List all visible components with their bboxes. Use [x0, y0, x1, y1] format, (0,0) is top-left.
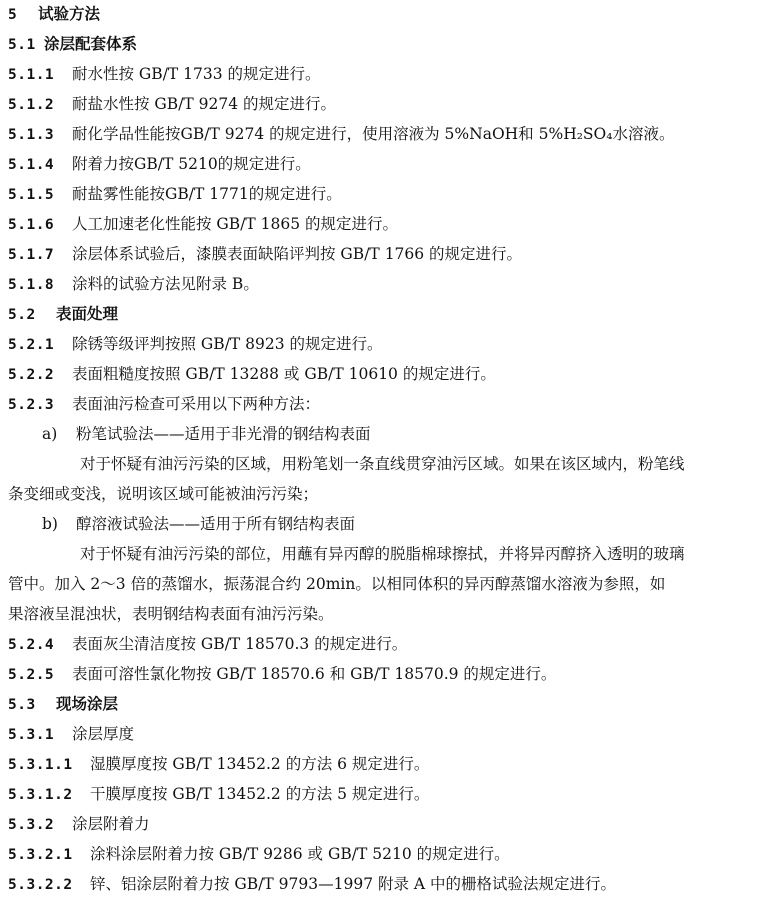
clause-5-1-3: [8, 122, 768, 146]
clause-number: 5.3.1.2: [8, 787, 73, 803]
list-item-b: [42, 512, 768, 536]
clause-number: 5.1.2: [8, 97, 55, 113]
clause-text: 锌、铝涂层附着力按 GB/T 9793—1997 附录 A 中的栅格试验法规定进行。: [90, 875, 617, 893]
section-title: 试验方法: [38, 4, 101, 23]
clause-5-1-1: [8, 62, 768, 86]
clause-text: 涂料涂层附着力按 GB/T 9286 或 GB/T 5210 的规定进行。: [90, 845, 510, 863]
clause-5-1-8: [8, 272, 768, 296]
list-marker: b): [42, 515, 58, 533]
clause-5-3-2-1: [8, 842, 768, 866]
clause-5-2-5: [8, 662, 768, 686]
clause-5-3-1-2: [8, 782, 768, 806]
list-item-a-paragraph: [80, 452, 768, 476]
clause-number: 5.2.1: [8, 337, 55, 353]
clause-number: 5.3.1.1: [8, 757, 73, 773]
clause-number: 5.1.1: [8, 67, 55, 83]
list-item-b-paragraph: [80, 542, 768, 566]
clause-text: 耐水性按 GB/T 1733 的规定进行。: [72, 65, 321, 83]
clause-5-2-1: [8, 332, 768, 356]
clause-text: 涂料的试验方法见附录 B。: [72, 275, 259, 293]
list-marker: a): [42, 425, 58, 443]
clause-text: 附着力按GB/T 5210的规定进行。: [72, 155, 311, 173]
list-item-title: 粉笔试验法——适用于非光滑的钢结构表面: [76, 425, 371, 443]
clause-number: 5.1.5: [8, 187, 55, 203]
clause-number: 5.2.4: [8, 637, 55, 653]
clause-5-2-3: [8, 392, 768, 416]
clause-number: 5.1.6: [8, 217, 55, 233]
list-item-b-paragraph-cont: [8, 572, 768, 596]
clause-5-3-2: [8, 812, 768, 836]
section-5-1-heading: [8, 32, 768, 56]
clause-number: 5.1.8: [8, 277, 55, 293]
clause-number: 5.3.1: [8, 727, 55, 743]
clause-text: 涂层体系试验后，漆膜表面缺陷评判按 GB/T 1766 的规定进行。: [72, 245, 523, 263]
clause-5-1-2: [8, 92, 768, 116]
section-5-3-heading: [8, 692, 768, 716]
clause-text: 湿膜厚度按 GB/T 13452.2 的方法 6 规定进行。: [90, 755, 430, 773]
clause-text: 涂层附着力: [72, 815, 150, 833]
clause-5-1-6: [8, 212, 768, 236]
paragraph-text: 对于怀疑有油污污染的区域，用粉笔划一条直线贯穿油污区域。如果在该区域内，粉笔线: [80, 455, 685, 473]
clause-5-2-2: [8, 362, 768, 386]
clause-text: 表面可溶性氯化物按 GB/T 18570.6 和 GB/T 18570.9 的规定进行。: [72, 665, 557, 683]
clause-number: 5.1.3: [8, 127, 55, 143]
clause-number: 5.3.2.1: [8, 847, 73, 863]
clause-5-3-1: [8, 722, 768, 746]
section-number: 5.2: [8, 307, 36, 323]
section-number: 5.1: [8, 37, 36, 53]
clause-5-1-5: [8, 182, 768, 206]
clause-number: 5.2.3: [8, 397, 55, 413]
list-item-a: [42, 422, 768, 446]
section-title: 表面处理: [56, 304, 119, 323]
list-item-a-paragraph-cont: [8, 482, 768, 506]
clause-number: 5.3.2: [8, 817, 55, 833]
clause-text: 除锈等级评判按照 GB/T 8923 的规定进行。: [72, 335, 383, 353]
clause-number: 5.2.5: [8, 667, 55, 683]
clause-5-1-4: [8, 152, 768, 176]
list-item-b-paragraph-cont: [8, 602, 768, 626]
section-5-2-heading: [8, 302, 768, 326]
clause-number: 5.3.2.2: [8, 877, 73, 893]
clause-text: 耐化学品性能按GB/T 9274 的规定进行，使用溶液为 5%NaOH和 5%H₂SO₄水溶液。: [72, 125, 675, 143]
list-item-title: 醇溶液试验法——适用于所有钢结构表面: [76, 515, 356, 533]
paragraph-text: 果溶液呈混浊状，表明钢结构表面有油污污染。: [8, 605, 334, 623]
clause-number: 5.1.7: [8, 247, 55, 263]
clause-5-1-7: [8, 242, 768, 266]
clause-text: 耐盐雾性能按GB/T 1771的规定进行。: [72, 185, 342, 203]
clause-number: 5.1.4: [8, 157, 55, 173]
section-title: 涂层配套体系: [44, 34, 138, 53]
clause-text: 耐盐水性按 GB/T 9274 的规定进行。: [72, 95, 337, 113]
section-5-heading: [8, 2, 768, 26]
clause-text: 表面粗糙度按照 GB/T 13288 或 GB/T 10610 的规定进行。: [72, 365, 496, 383]
clause-5-3-1-1: [8, 752, 768, 776]
section-title: 现场涂层: [56, 694, 119, 713]
clause-text: 涂层厚度: [72, 725, 135, 743]
section-number: 5: [8, 7, 18, 23]
clause-text: 人工加速老化性能按 GB/T 1865 的规定进行。: [72, 215, 399, 233]
paragraph-text: 条变细或变浅，说明该区域可能被油污污染；: [8, 485, 319, 503]
clause-number: 5.2.2: [8, 367, 55, 383]
clause-text: 表面灰尘清洁度按 GB/T 18570.3 的规定进行。: [72, 635, 408, 653]
paragraph-text: 对于怀疑有油污污染的部位，用蘸有异丙醇的脱脂棉球擦拭，并将异丙醇挤入透明的玻璃: [80, 545, 685, 563]
section-number: 5.3: [8, 697, 36, 713]
clause-5-3-2-2: [8, 872, 768, 896]
clause-text: 表面油污检查可采用以下两种方法：: [72, 395, 321, 413]
clause-5-2-4: [8, 632, 768, 656]
clause-text: 干膜厚度按 GB/T 13452.2 的方法 5 规定进行。: [90, 785, 430, 803]
paragraph-text: 管中。加入 2～3 倍的蒸馏水，振荡混合约 20min。以相同体积的异丙醇蒸馏水溶液为参照，如: [8, 575, 666, 593]
